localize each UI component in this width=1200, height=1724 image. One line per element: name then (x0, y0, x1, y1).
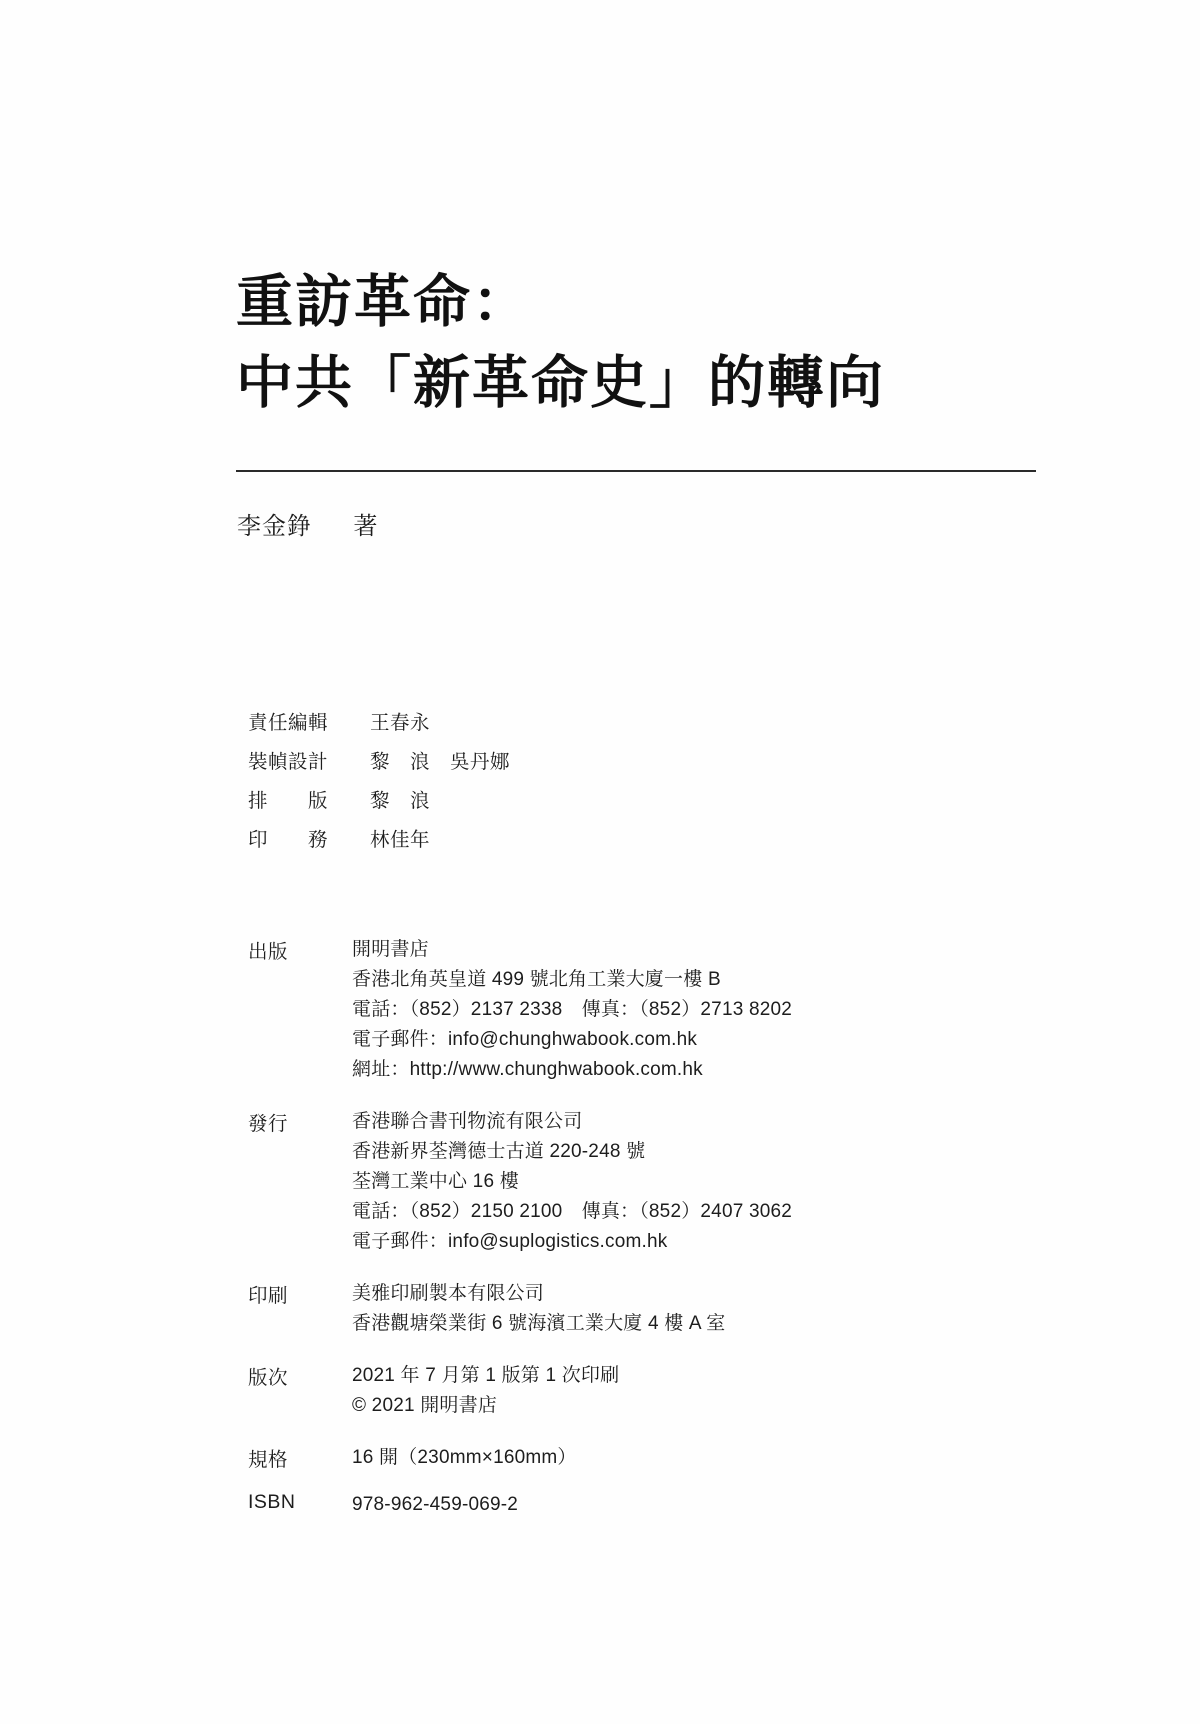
imprint-values (352, 1361, 619, 1421)
imprint-label: 出版 (248, 941, 289, 963)
credit-row (248, 707, 948, 735)
imprint-line: 電話：（852）2150 2100 傳真：（852）2407 3062 (352, 1201, 793, 1223)
imprint-line-website: 網址：http://www.chunghwabook.com.hk (352, 1059, 703, 1081)
imprint-row-format (248, 1443, 1048, 1473)
imprint-row-publisher (248, 935, 1048, 1085)
book-title-line-1: 重訪革命： (236, 268, 531, 335)
author-role: 著 (353, 513, 379, 540)
imprint-line-email: 電子郵件：info@chunghwabook.com.hk (352, 1029, 698, 1051)
imprint-row-distributor (248, 1107, 1048, 1257)
imprint-values (352, 1279, 725, 1339)
credit-value: 林佳年 (370, 829, 431, 851)
book-title (236, 262, 1036, 424)
imprint-line-isbn: 978-962-459-069-2 (352, 1494, 519, 1516)
imprint-label: 版次 (248, 1367, 289, 1390)
imprint-values (352, 1443, 577, 1473)
book-title-line-2: 中共「新革命史」的轉向 (236, 348, 885, 416)
credit-label: 印 務 (248, 829, 329, 851)
credit-row (248, 746, 948, 774)
imprint-values (352, 935, 792, 1085)
imprint-line: 2021 年 7 月第 1 版第 1 次印刷 (352, 1365, 620, 1387)
imprint-values (352, 1490, 518, 1520)
imprint-line: 香港聯合書刊物流有限公司 (352, 1111, 583, 1133)
imprint-line: 香港北角英皇道 499 號北角工業大廈一樓 B (352, 969, 721, 991)
credit-label: 責任編輯 (248, 712, 329, 734)
imprint-line: 香港新界荃灣德士古道 220-248 號 (352, 1141, 646, 1163)
credit-value: 黎 浪 (370, 790, 431, 812)
imprint-label: ISBN (248, 1491, 296, 1514)
imprint-line: 美雅印刷製本有限公司 (352, 1283, 545, 1305)
author-byline (237, 506, 378, 541)
imprint-label: 印刷 (248, 1285, 289, 1308)
credit-row (248, 785, 948, 813)
credit-value: 王春永 (370, 712, 431, 734)
imprint-line-email: 電子郵件：info@suplogistics.com.hk (352, 1231, 668, 1253)
imprint-line: 荃灣工業中心 16 樓 (352, 1171, 519, 1193)
imprint-block (248, 935, 1048, 1537)
credit-row (248, 824, 948, 852)
title-divider (236, 470, 1036, 472)
imprint-line: 電話：（852）2137 2338 傳真：（852）2713 8202 (352, 999, 793, 1021)
imprint-line: 16 開（230mm×160mm） (352, 1447, 577, 1469)
credits-block (248, 707, 948, 863)
author-name: 李金錚 (237, 513, 312, 540)
credit-label: 裝幀設計 (248, 751, 329, 773)
imprint-line: 開明書店 (352, 939, 429, 960)
imprint-label: 規格 (248, 1449, 289, 1472)
imprint-values (352, 1107, 792, 1257)
imprint-row-printer (248, 1279, 1048, 1339)
credit-value: 黎 浪 吳丹娜 (370, 751, 511, 773)
imprint-row-edition (248, 1361, 1048, 1421)
imprint-line: 香港觀塘榮業街 6 號海濱工業大廈 4 樓 A 室 (352, 1313, 726, 1335)
credit-label: 排 版 (248, 790, 329, 812)
imprint-line-copyright: © 2021 開明書店 (352, 1395, 498, 1417)
imprint-row-isbn (248, 1490, 1048, 1520)
imprint-label: 發行 (248, 1113, 289, 1136)
